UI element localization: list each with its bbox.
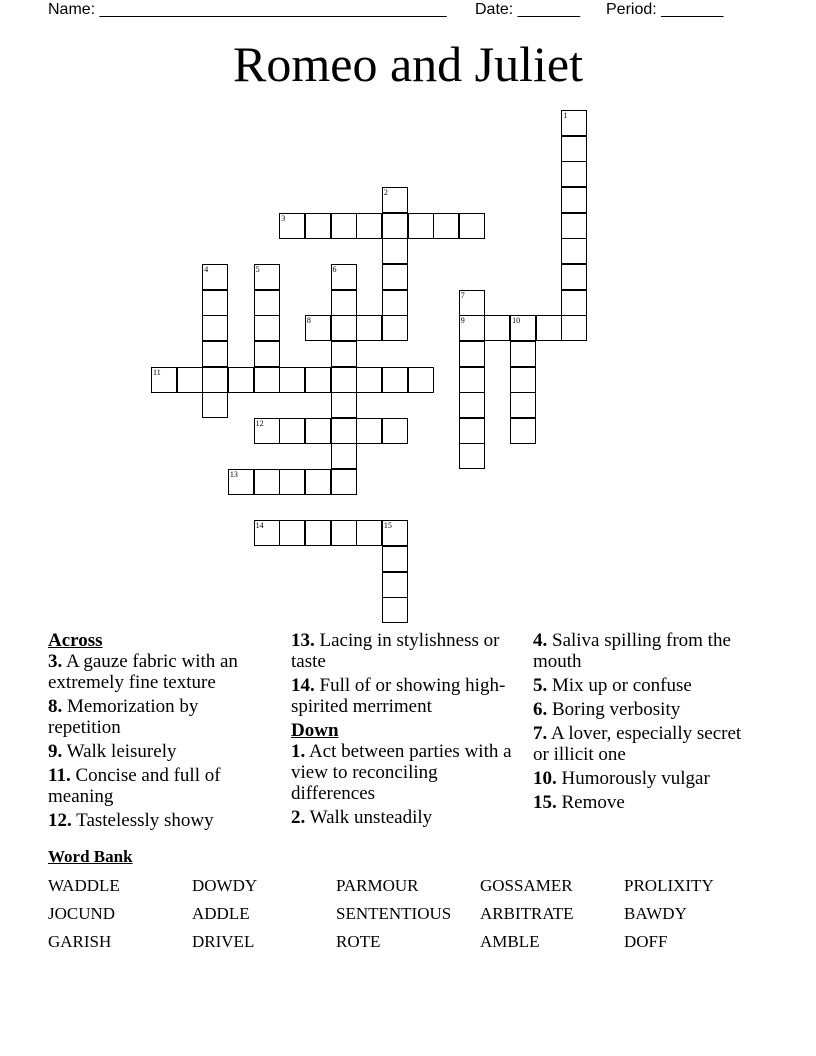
down-clue-4: 4. Saliva spilling from the mouth bbox=[533, 630, 731, 672]
crossword-cell[interactable] bbox=[561, 110, 587, 136]
crossword-cell[interactable] bbox=[331, 392, 357, 418]
clue-column-3 bbox=[533, 630, 743, 816]
crossword-cell[interactable] bbox=[382, 264, 408, 290]
crossword-cell[interactable] bbox=[382, 315, 408, 341]
crossword-cell[interactable] bbox=[202, 264, 228, 290]
crossword-cell[interactable] bbox=[382, 572, 408, 598]
down-clue-5: 5. Mix up or confuse bbox=[533, 675, 692, 696]
across-clue-3: 3. A gauze fabric with an extremely fine texture bbox=[48, 651, 238, 693]
down-clue-1: 1. Act between parties with a view to reconciling differences bbox=[291, 741, 512, 804]
crossword-cell[interactable] bbox=[254, 341, 280, 367]
across-clue-14: 14. Full of or showing high- spirited merriment bbox=[291, 675, 506, 717]
crossword-cell[interactable] bbox=[177, 367, 203, 393]
date-field-label[interactable]: Date: _______ bbox=[475, 1, 580, 18]
cell-number: 14 bbox=[255, 521, 264, 531]
crossword-cell[interactable] bbox=[510, 315, 536, 341]
crossword-cell[interactable] bbox=[279, 520, 305, 546]
crossword-cell[interactable] bbox=[331, 469, 357, 495]
word-bank-word: DOFF bbox=[624, 932, 668, 951]
crossword-cell[interactable] bbox=[305, 213, 331, 239]
word-bank-word: ARBITRATE bbox=[480, 904, 574, 923]
cell-number: 1 bbox=[563, 111, 568, 120]
word-bank-word: AMBLE bbox=[480, 932, 540, 951]
crossword-cell[interactable] bbox=[561, 213, 587, 239]
crossword-cell[interactable] bbox=[305, 520, 331, 546]
across-clue-13: 13. Lacing in stylishness or taste bbox=[291, 630, 500, 672]
cell-number: 11 bbox=[153, 367, 161, 377]
across-heading: Across bbox=[48, 630, 103, 651]
crossword-cell[interactable] bbox=[561, 315, 587, 341]
cell-number: 6 bbox=[332, 264, 337, 274]
crossword-cell[interactable] bbox=[202, 392, 228, 418]
cell-number: 9 bbox=[460, 316, 465, 326]
crossword-cell[interactable] bbox=[331, 418, 357, 444]
crossword-cell[interactable] bbox=[408, 213, 434, 239]
cell-number: 5 bbox=[255, 264, 260, 274]
crossword-cell[interactable] bbox=[561, 161, 587, 187]
crossword-cell[interactable] bbox=[202, 290, 228, 316]
crossword-cell[interactable] bbox=[331, 290, 357, 316]
down-clue-2: 2. Walk unsteadily bbox=[291, 807, 433, 828]
word-bank-word: JOCUND bbox=[48, 904, 116, 923]
down-heading: Down bbox=[291, 720, 339, 741]
crossword-cell[interactable] bbox=[510, 392, 536, 418]
crossword-cell[interactable] bbox=[331, 443, 357, 469]
crossword-cell[interactable] bbox=[254, 264, 280, 290]
down-clue-15: 15. Remove bbox=[533, 792, 625, 813]
cell-number: 4 bbox=[204, 264, 209, 274]
crossword-cell[interactable] bbox=[382, 187, 408, 213]
cell-number: 10 bbox=[512, 316, 521, 326]
crossword-cell[interactable] bbox=[228, 469, 254, 495]
crossword-cell[interactable] bbox=[536, 315, 562, 341]
crossword-cell[interactable] bbox=[305, 367, 331, 393]
word-bank-word: DRIVEL bbox=[192, 932, 255, 951]
across-clue-9: 9. Walk leisurely bbox=[48, 741, 177, 762]
crossword-cell[interactable] bbox=[382, 367, 408, 393]
clue-column-1 bbox=[48, 630, 270, 834]
crossword-cell[interactable] bbox=[459, 290, 485, 316]
word-bank-word: SENTENTIOUS bbox=[336, 904, 452, 923]
crossword-cell[interactable] bbox=[254, 418, 280, 444]
crossword-cell[interactable] bbox=[484, 315, 510, 341]
word-bank-word: ROTE bbox=[336, 932, 381, 951]
cell-number: 12 bbox=[255, 418, 264, 428]
crossword-cell[interactable] bbox=[331, 367, 357, 393]
crossword-cell[interactable] bbox=[151, 367, 177, 393]
crossword-cell[interactable] bbox=[331, 520, 357, 546]
crossword-cell[interactable] bbox=[331, 315, 357, 341]
word-bank-word: GOSSAMER bbox=[480, 876, 573, 895]
crossword-cell[interactable] bbox=[382, 213, 408, 239]
period-field-label[interactable]: Period: _______ bbox=[606, 1, 724, 18]
crossword-cell[interactable] bbox=[561, 238, 587, 264]
word-bank-word: ADDLE bbox=[192, 904, 250, 923]
crossword-cell[interactable] bbox=[459, 392, 485, 418]
crossword-cell[interactable] bbox=[459, 367, 485, 393]
cell-number: 7 bbox=[460, 290, 465, 300]
crossword-cell[interactable] bbox=[305, 418, 331, 444]
word-bank-word: GARISH bbox=[48, 932, 112, 951]
clue-column-2 bbox=[291, 630, 516, 831]
word-bank-heading: Word Bank bbox=[48, 847, 133, 866]
crossword-cell[interactable] bbox=[356, 418, 382, 444]
crossword-cell[interactable] bbox=[382, 418, 408, 444]
crossword-cell[interactable] bbox=[254, 520, 280, 546]
crossword-cell[interactable] bbox=[459, 213, 485, 239]
crossword-cell[interactable] bbox=[510, 367, 536, 393]
crossword-cell[interactable] bbox=[254, 290, 280, 316]
crossword-cell[interactable] bbox=[408, 367, 434, 393]
down-clue-10: 10. Humorously vulgar bbox=[533, 768, 710, 789]
word-bank-word: DOWDY bbox=[192, 876, 258, 895]
crossword-cell[interactable] bbox=[305, 315, 331, 341]
crossword-cell[interactable] bbox=[382, 546, 408, 572]
word-bank-word: WADDLE bbox=[48, 876, 120, 895]
name-field-label[interactable]: Name: _______________________________________ bbox=[48, 1, 447, 18]
cell-number: 15 bbox=[383, 521, 392, 531]
word-bank-word: BAWDY bbox=[624, 904, 687, 923]
crossword-cell[interactable] bbox=[202, 341, 228, 367]
crossword-cell[interactable] bbox=[279, 418, 305, 444]
crossword-cell[interactable] bbox=[356, 315, 382, 341]
crossword-cell[interactable] bbox=[433, 213, 459, 239]
crossword-cell[interactable] bbox=[279, 469, 305, 495]
cell-number: 3 bbox=[281, 213, 286, 223]
across-clue-12: 12. Tastelessly showy bbox=[48, 810, 214, 831]
across-clue-8: 8. Memorization by repetition bbox=[48, 696, 199, 738]
crossword-cell[interactable] bbox=[228, 367, 254, 393]
word-bank-word: PARMOUR bbox=[336, 876, 419, 895]
crossword-cell[interactable] bbox=[254, 315, 280, 341]
crossword-cell[interactable] bbox=[356, 367, 382, 393]
crossword-cell[interactable] bbox=[459, 341, 485, 367]
crossword-cell[interactable] bbox=[382, 238, 408, 264]
crossword-cell[interactable] bbox=[459, 315, 485, 341]
across-clue-11: 11. Concise and full of meaning bbox=[48, 765, 221, 807]
crossword-cell[interactable] bbox=[279, 213, 305, 239]
crossword-cell[interactable] bbox=[356, 520, 382, 546]
crossword-cell[interactable] bbox=[382, 520, 408, 546]
down-clue-7: 7. A lover, especially secret or illicit one bbox=[533, 723, 742, 765]
cell-number: 13 bbox=[229, 470, 238, 480]
crossword-cell[interactable] bbox=[561, 136, 587, 162]
crossword-cell[interactable] bbox=[510, 341, 536, 367]
cell-number: 8 bbox=[306, 316, 311, 326]
crossword-cell[interactable] bbox=[459, 418, 485, 444]
crossword-cell[interactable] bbox=[254, 367, 280, 393]
crossword-cell[interactable] bbox=[382, 597, 408, 623]
crossword-cell[interactable] bbox=[356, 213, 382, 239]
crossword-cell[interactable] bbox=[202, 367, 228, 393]
crossword-cell[interactable] bbox=[254, 469, 280, 495]
crossword-cell[interactable] bbox=[331, 341, 357, 367]
crossword-cell[interactable] bbox=[510, 418, 536, 444]
crossword-cell[interactable] bbox=[561, 264, 587, 290]
crossword-cell[interactable] bbox=[202, 315, 228, 341]
page-title: Romeo and Juliet bbox=[233, 36, 583, 92]
crossword-cell[interactable] bbox=[459, 443, 485, 469]
crossword-cell[interactable] bbox=[382, 290, 408, 316]
crossword-cell[interactable] bbox=[331, 213, 357, 239]
cell-number: 2 bbox=[383, 187, 388, 197]
word-bank-word: PROLIXITY bbox=[624, 876, 714, 895]
down-clue-6: 6. Boring verbosity bbox=[533, 699, 681, 720]
crossword-cell[interactable] bbox=[331, 264, 357, 290]
crossword-cell[interactable] bbox=[561, 290, 587, 316]
crossword-cell[interactable] bbox=[279, 367, 305, 393]
crossword-cell[interactable] bbox=[305, 469, 331, 495]
crossword-cell[interactable] bbox=[561, 187, 587, 213]
